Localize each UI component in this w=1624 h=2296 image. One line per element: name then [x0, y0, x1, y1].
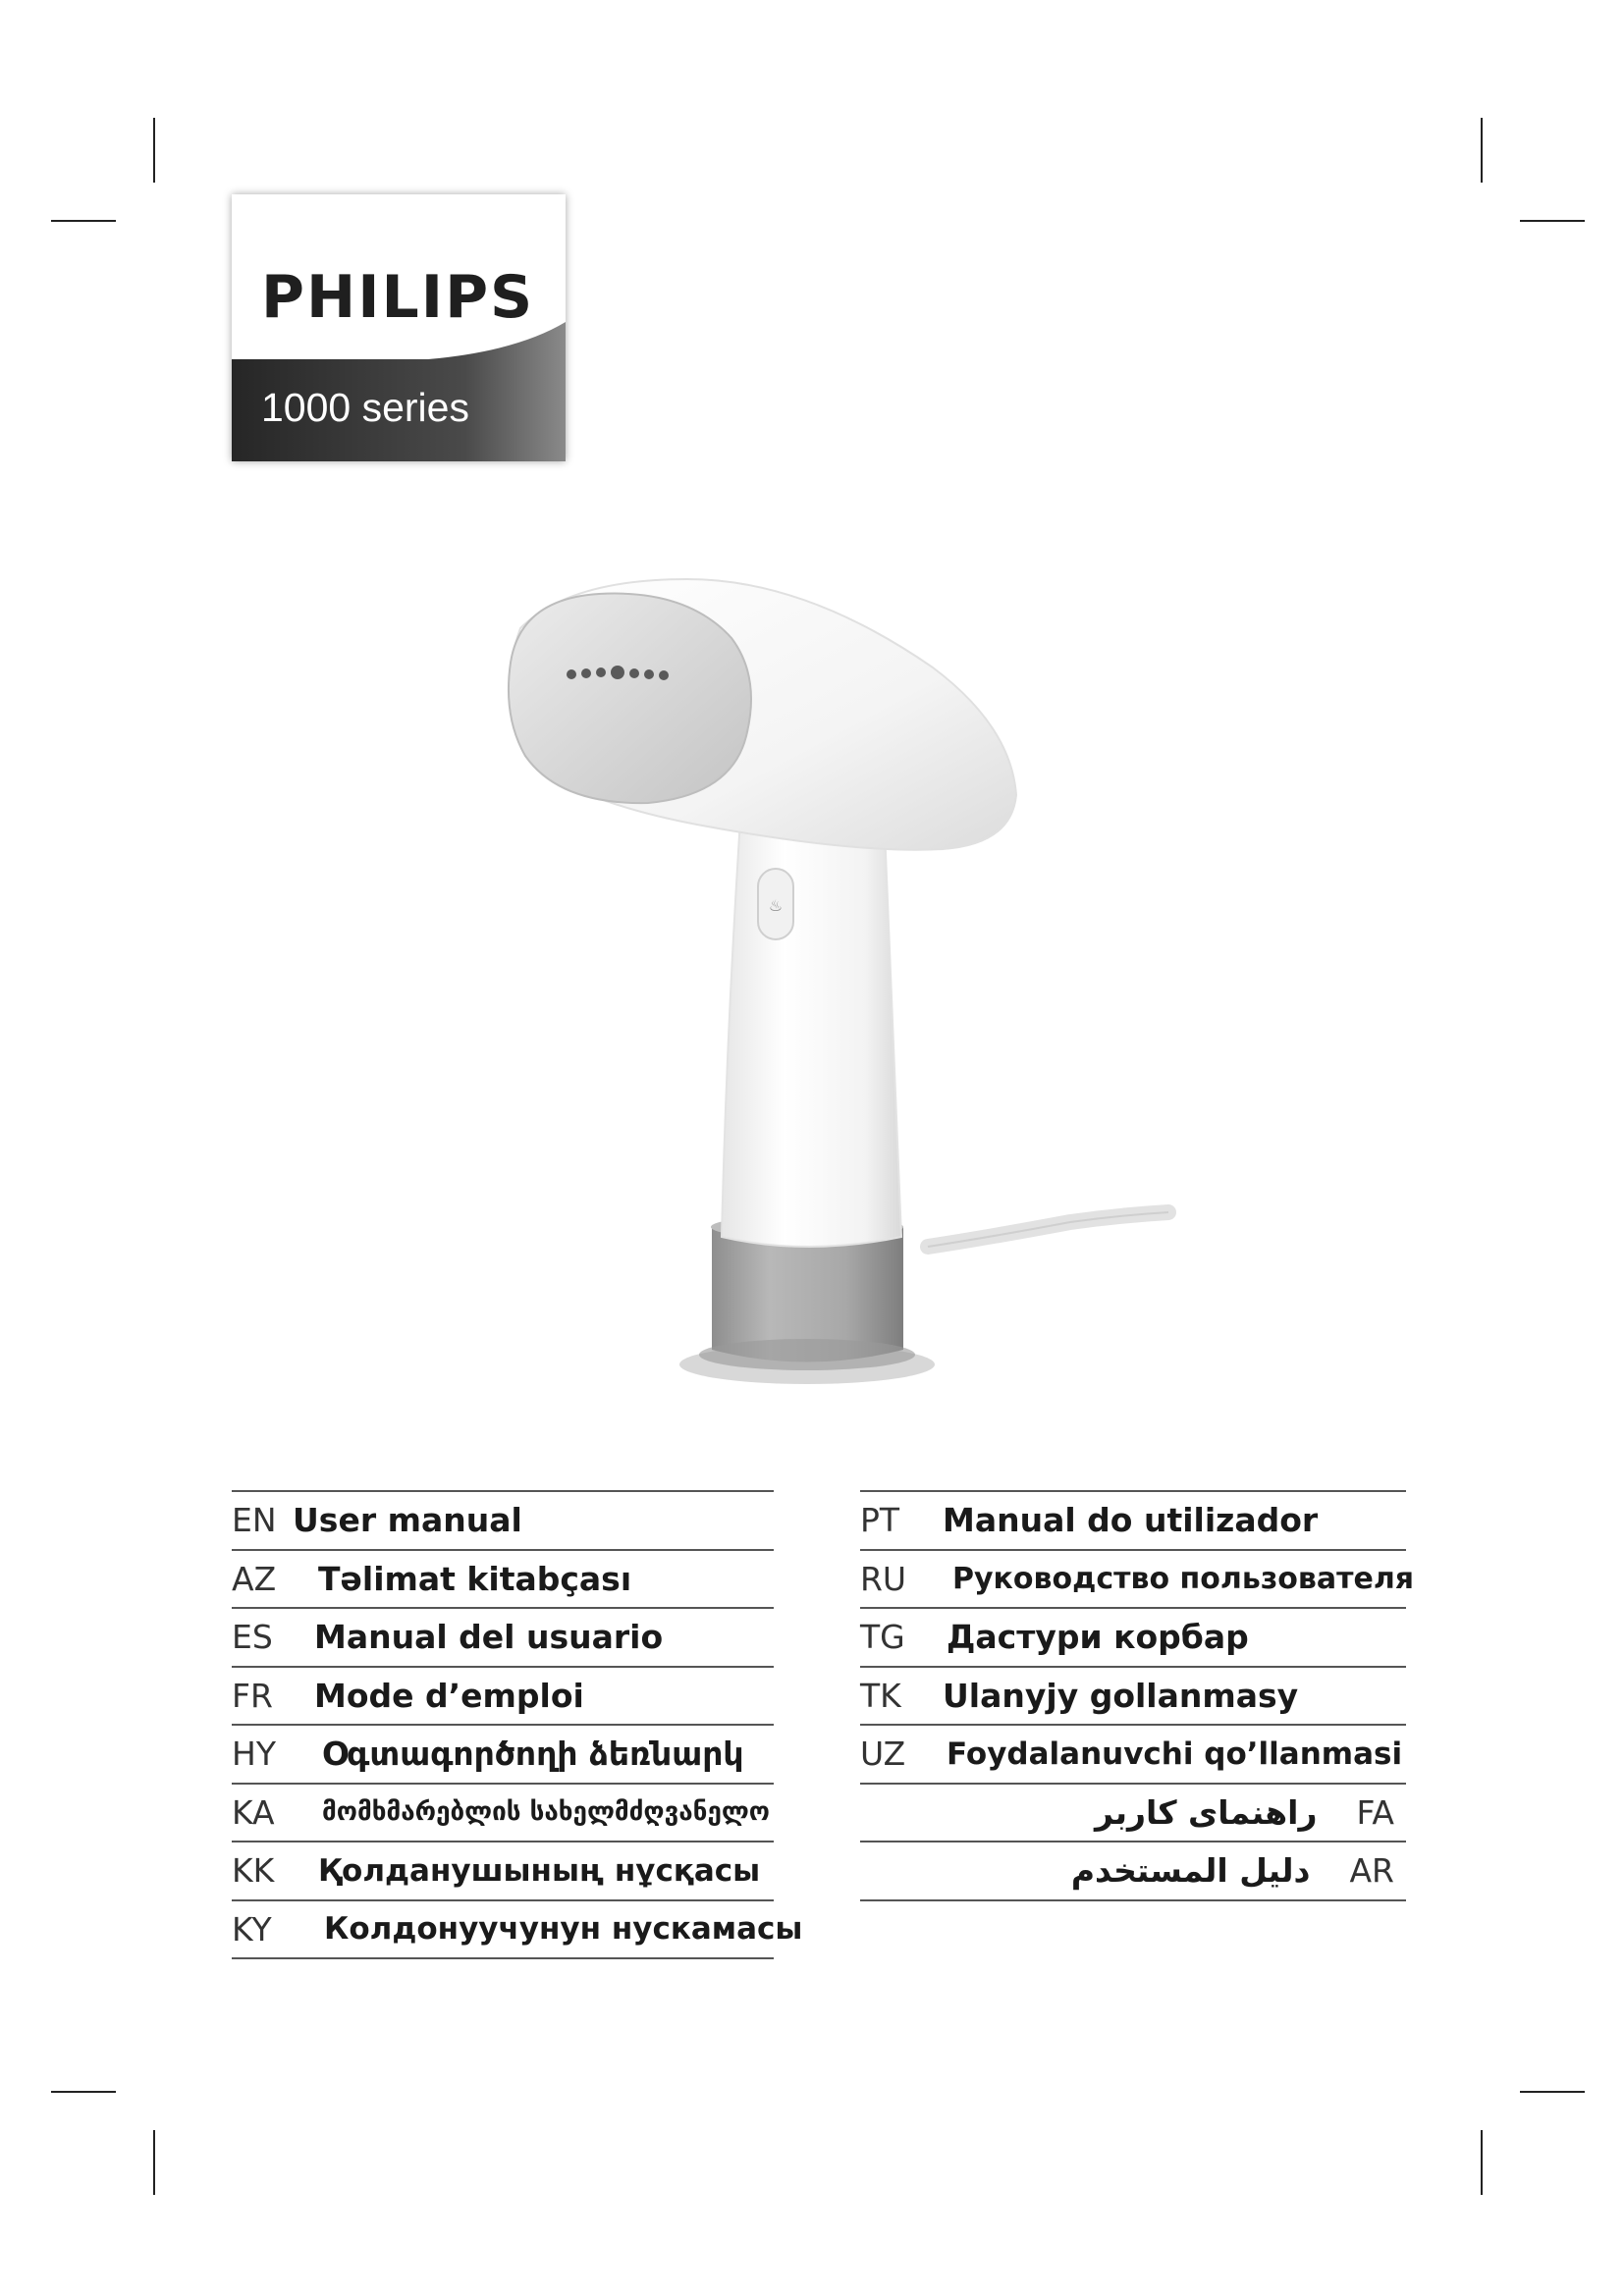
language-code: KK: [232, 1851, 275, 1891]
language-list-left: [232, 1490, 803, 1959]
language-code: AZ: [232, 1559, 277, 1598]
language-row-hy: [232, 1724, 774, 1783]
crop-mark-top-left-h: [51, 220, 116, 222]
language-title: Օգտագործողի ձեռնարկ: [322, 1735, 744, 1774]
language-title: دليل المستخدم: [1070, 1851, 1311, 1891]
language-title: მომხმარებლის სახელმძღვანელო: [322, 1797, 770, 1828]
language-code: FA: [1356, 1792, 1394, 1832]
language-title: Қолданушының нұсқасы: [318, 1852, 761, 1889]
language-title: Дастури корбар: [947, 1618, 1249, 1657]
language-row-pt: [860, 1490, 1406, 1549]
crop-mark-bottom-left-h: [51, 2091, 116, 2093]
language-row-az: [232, 1549, 774, 1608]
language-row-uz: [860, 1724, 1406, 1783]
language-row-es: [232, 1607, 774, 1666]
language-code: ES: [232, 1618, 273, 1657]
language-code: RU: [860, 1559, 907, 1598]
crop-mark-top-right-h: [1520, 220, 1585, 222]
handheld-garment-steamer-image: [481, 560, 1188, 1414]
language-code: PT: [860, 1501, 900, 1540]
language-title: Колдонуучунун нускамасы: [324, 1911, 803, 1948]
language-title: Foydalanuvchi qo’llanmasi: [947, 1735, 1403, 1772]
brand-logo-block: [232, 194, 566, 461]
crop-mark-bottom-right-h: [1520, 2091, 1585, 2093]
language-row-ar: [860, 1841, 1406, 1901]
language-title: راهنمای کاربر: [1095, 1792, 1318, 1832]
language-row-kk: [232, 1841, 774, 1899]
language-code: KY: [232, 1909, 272, 1949]
language-code: AR: [1349, 1851, 1394, 1891]
brand-series: 1000 series: [261, 385, 469, 430]
language-title: Təlimat kitabçası: [318, 1559, 632, 1598]
language-row-ru: [860, 1549, 1415, 1608]
language-title: Manual do utilizador: [943, 1501, 1319, 1540]
language-title: Manual del usuario: [314, 1618, 664, 1657]
crop-mark-bottom-right-v: [1481, 2130, 1483, 2195]
language-row-en: [232, 1490, 774, 1549]
language-title: User manual: [293, 1501, 522, 1540]
language-row-ky: [232, 1899, 803, 1960]
language-code: HY: [232, 1735, 276, 1774]
svg-text:♨: ♨: [768, 896, 784, 915]
crop-mark-top-left-v: [153, 118, 155, 183]
language-row-fr: [232, 1666, 774, 1725]
language-title: Mode d’emploi: [314, 1676, 584, 1715]
language-title: Ulanyjy gollanmasy: [943, 1676, 1299, 1715]
language-code: KA: [232, 1792, 275, 1832]
language-code: FR: [232, 1676, 273, 1715]
language-title: Руководство пользователя: [952, 1561, 1415, 1596]
language-code: TK: [860, 1676, 901, 1715]
language-row-fa: [860, 1783, 1406, 1842]
language-code: UZ: [860, 1735, 906, 1774]
language-code: EN: [232, 1501, 277, 1540]
crop-mark-top-right-v: [1481, 118, 1483, 183]
language-row-tg: [860, 1607, 1406, 1666]
brand-name: PHILIPS: [261, 263, 535, 332]
crop-mark-bottom-left-v: [153, 2130, 155, 2195]
language-list-right: [860, 1490, 1415, 1901]
language-code: TG: [860, 1618, 905, 1657]
language-row-tk: [860, 1666, 1406, 1725]
language-row-ka: [232, 1783, 774, 1842]
